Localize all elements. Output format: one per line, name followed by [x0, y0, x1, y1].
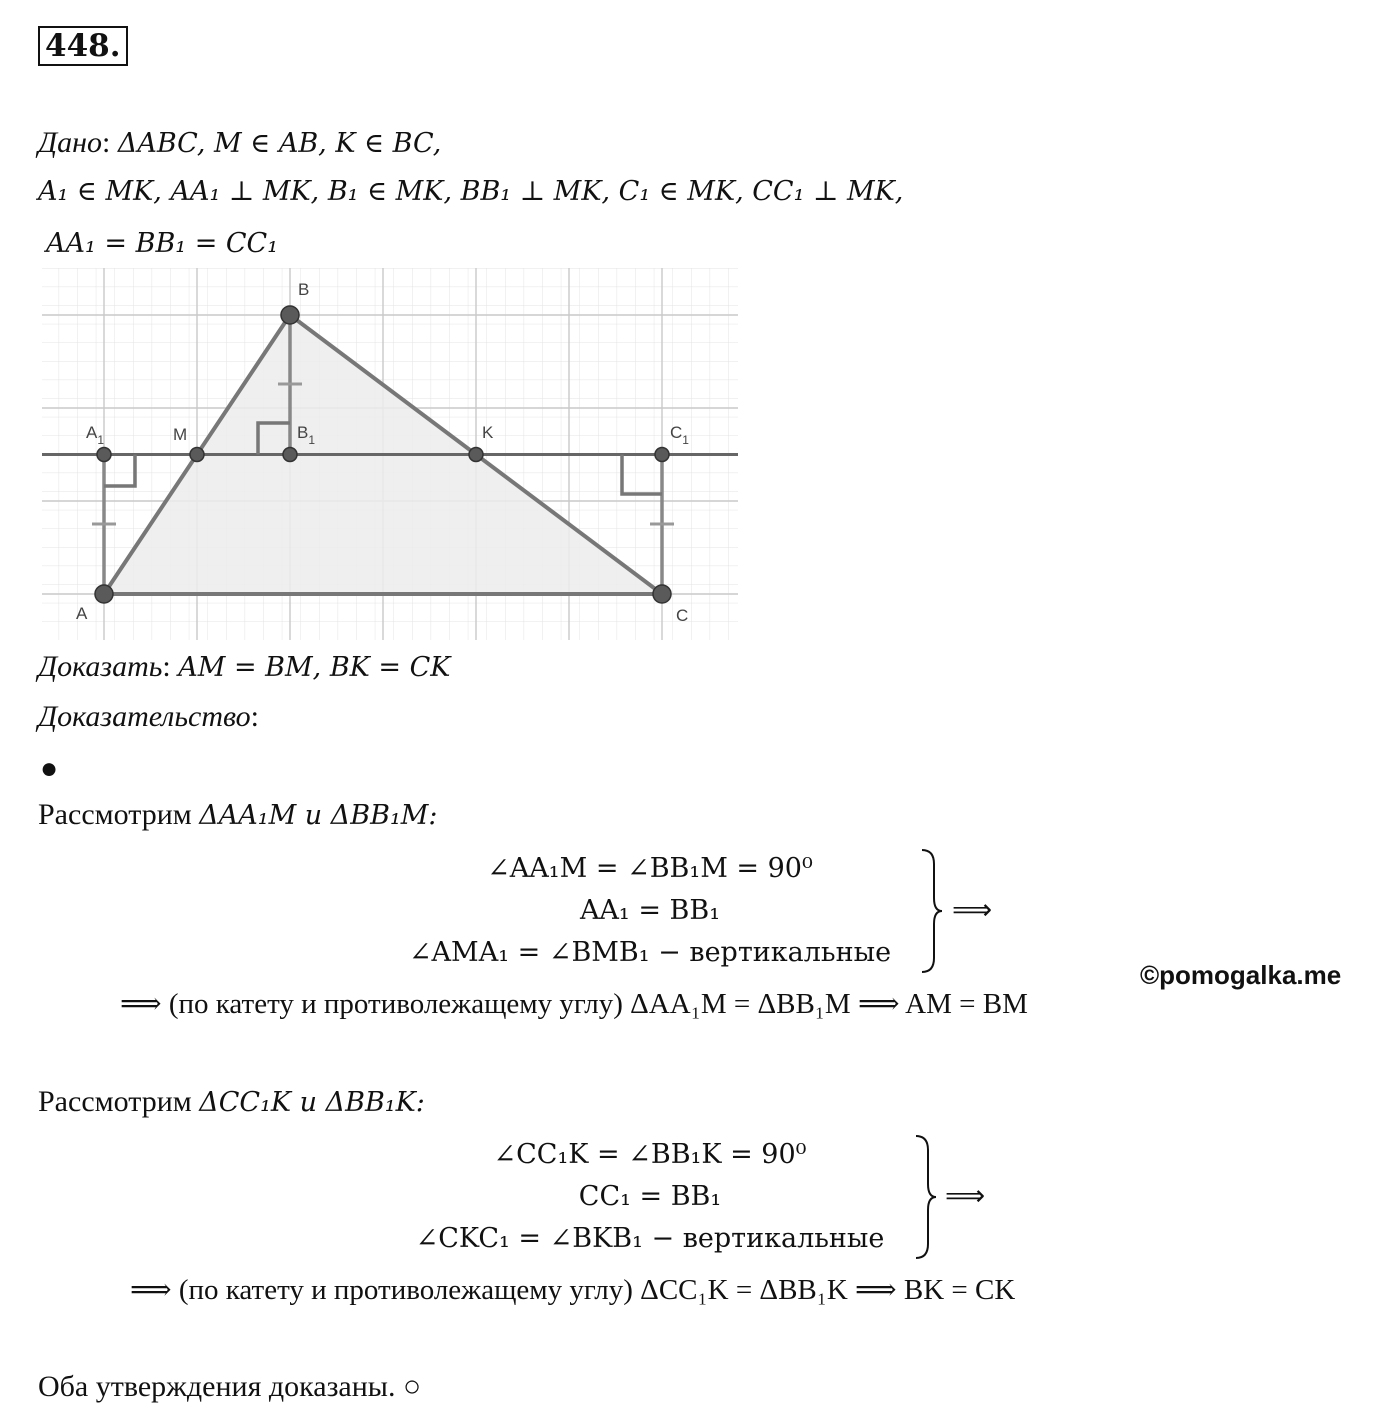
problem-number: 448.: [38, 26, 128, 66]
label-a1: $A_1$: [86, 423, 105, 447]
system-2-line-2: CC₁ = BB₁: [578, 1181, 722, 1212]
given-line-3: AA₁ = BB₁ = CC₁: [46, 228, 279, 259]
system-1-line-2: AA₁ = BB₁: [579, 895, 721, 926]
final-statement: Оба утверждения доказаны. ○: [38, 1370, 422, 1403]
point-b1: [283, 448, 297, 462]
prove-text: AM = BM, BK = CK: [178, 652, 451, 683]
system-2-line-1: ∠CC₁K = ∠BB₁K = 90⁰: [493, 1139, 807, 1170]
point-a1: [97, 448, 111, 462]
point-c1: [655, 448, 669, 462]
label-k: K: [482, 423, 494, 442]
brace-1: [920, 848, 944, 974]
consider-word-1: Рассмотрим: [38, 798, 192, 831]
label-c: C: [676, 606, 689, 625]
system-1: [360, 848, 940, 974]
point-m: [190, 448, 204, 462]
system-2: [360, 1134, 940, 1260]
conclusion-2: ⟹ (по катету и противолежащему углу) ΔCC₁K = ΔBB₁K ⟹ BK = CK: [130, 1274, 1016, 1306]
consider-line-1: [38, 798, 438, 832]
bullet: ●: [40, 752, 59, 785]
label-m: M: [173, 425, 188, 444]
consider-word-2: Рассмотрим: [38, 1085, 192, 1118]
system-1-arrow: ⟹: [952, 893, 993, 926]
proof-label: Доказательство: [38, 700, 251, 733]
label-a: A: [76, 604, 88, 623]
brace-2: [914, 1134, 938, 1260]
consider-math-2: ΔCC₁K и ΔBB₁K:: [199, 1087, 425, 1118]
consider-line-2: [38, 1085, 425, 1119]
geometry-figure: [40, 268, 740, 644]
system-2-arrow: ⟹: [945, 1179, 986, 1212]
label-b: B: [298, 280, 310, 299]
system-2-line-3: ∠CKC₁ = ∠BKB₁ − вертикальные: [415, 1223, 885, 1254]
conclusion-1: ⟹ (по катету и противолежащему углу) ΔAA₁M = ΔBB₁M ⟹ AM = BM: [120, 988, 1028, 1020]
system-1-line-3: ∠AMA₁ = ∠BMB₁ − вертикальные: [408, 937, 892, 968]
point-c: [653, 585, 671, 603]
prove-line: Доказать: AM = BM, BK = CK: [38, 650, 451, 683]
prove-label: Доказать: [38, 650, 163, 683]
system-1-line-1: ∠AA₁M = ∠BB₁M = 90⁰: [487, 853, 813, 884]
given-text-1: ΔABC, M ∈ AB, K ∈ BC,: [117, 128, 442, 159]
proof-line: Доказательство:: [38, 700, 259, 733]
given-label: Дано: [38, 126, 102, 159]
label-c1: $C_1$: [670, 423, 689, 447]
given-line-2: A₁ ∈ MK, AA₁ ⊥ MK, B₁ ∈ MK, BB₁ ⊥ MK, C₁ ∈ MK, CC₁ ⊥ MK,: [38, 176, 904, 207]
label-b1: $B_1$: [297, 423, 316, 447]
point-b: [281, 306, 299, 324]
point-k: [469, 448, 483, 462]
given-line-1: Дано: ΔABC, M ∈ AB, K ∈ BC,: [38, 126, 442, 159]
watermark: ©pomogalka.me: [1140, 960, 1342, 990]
point-a: [95, 585, 113, 603]
consider-math-1: ΔAA₁M и ΔBB₁M:: [199, 800, 438, 831]
